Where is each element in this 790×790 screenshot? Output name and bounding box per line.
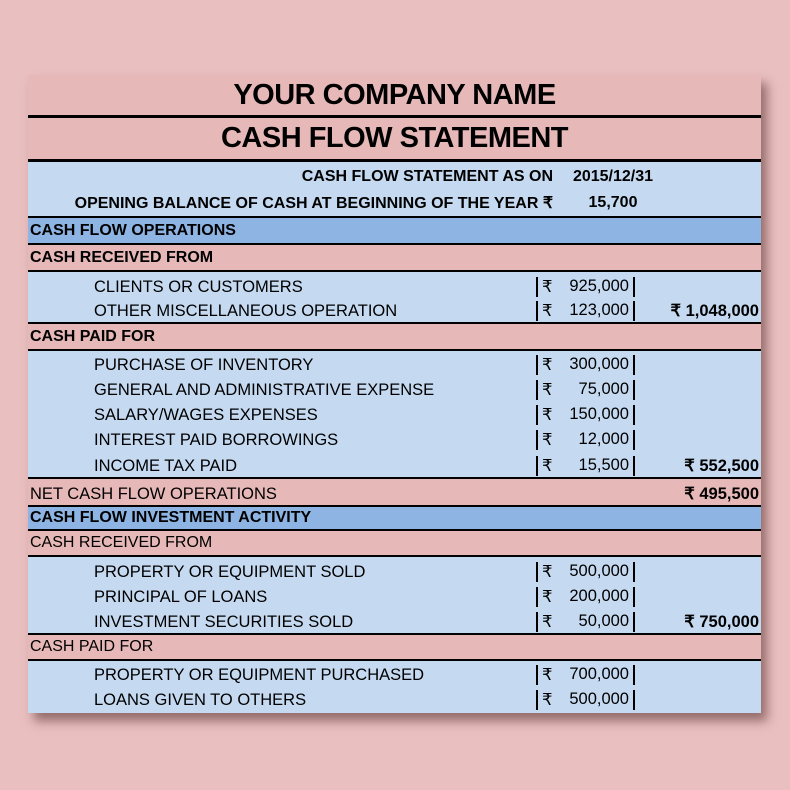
item-label: INTEREST PAID BORROWINGS	[94, 431, 339, 449]
table-row	[28, 583, 761, 608]
rupee-icon: ₹	[542, 691, 553, 709]
rupee-icon: ₹	[542, 588, 553, 606]
ops-received-header: CASH RECEIVED FROM	[28, 245, 761, 272]
item-amount[interactable]: 50,000	[578, 612, 629, 630]
opening-balance-value[interactable]: 15,700	[588, 194, 638, 211]
table-row	[28, 376, 761, 401]
as-on-label: CASH FLOW STATEMENT AS ON	[301, 168, 553, 185]
item-label: PROPERTY OR EQUIPMENT PURCHASED	[94, 666, 425, 684]
item-amount[interactable]: 500,000	[569, 562, 629, 580]
section-investment: CASH FLOW INVESTMENT ACTIVITY	[28, 505, 761, 531]
rupee-icon: ₹	[542, 381, 553, 399]
item-label: PURCHASE OF INVENTORY	[94, 356, 314, 374]
table-row	[28, 451, 761, 479]
rupee-icon: ₹	[542, 563, 553, 581]
item-label: OTHER MISCELLANEOUS OPERATION	[94, 302, 398, 320]
table-row	[28, 426, 761, 451]
item-amount[interactable]: 123,000	[569, 301, 629, 319]
item-amount[interactable]: 700,000	[569, 665, 629, 683]
item-label: INVESTMENT SECURITIES SOLD	[94, 613, 354, 631]
statement-title: CASH FLOW STATEMENT	[28, 118, 761, 162]
item-amount[interactable]: 15,500	[578, 456, 629, 474]
net-cash-flow-total[interactable]: ₹ 495,500	[684, 485, 759, 503]
table-row	[28, 298, 761, 324]
rupee-icon: ₹	[542, 356, 553, 374]
inv-received-header: CASH RECEIVED FROM	[28, 531, 761, 557]
net-cash-flow-label: NET CASH FLOW OPERATIONS	[30, 485, 277, 503]
rupee-icon: ₹	[542, 406, 553, 424]
table-row	[28, 272, 761, 298]
item-label: INCOME TAX PAID	[94, 457, 238, 475]
ops-received-total[interactable]: ₹ 1,048,000	[670, 302, 759, 320]
item-label: SALARY/WAGES EXPENSES	[94, 406, 318, 424]
rupee-icon: ₹	[542, 613, 553, 631]
rupee-icon: ₹	[542, 666, 553, 684]
cash-flow-sheet	[28, 75, 761, 713]
opening-balance-row	[28, 190, 761, 218]
inv-received-total[interactable]: ₹ 750,000	[684, 613, 759, 631]
item-label: PRINCIPAL OF LOANS	[94, 588, 268, 606]
ops-paid-total[interactable]: ₹ 552,500	[684, 457, 759, 475]
item-amount[interactable]: 300,000	[569, 355, 629, 373]
net-cash-flow-row	[28, 479, 761, 505]
rupee-icon: ₹	[542, 431, 553, 449]
item-amount[interactable]: 500,000	[569, 690, 629, 708]
inv-paid-header: CASH PAID FOR	[28, 635, 761, 661]
rupee-icon: ₹	[542, 457, 553, 475]
table-row	[28, 557, 761, 583]
table-row	[28, 401, 761, 426]
item-label: PROPERTY OR EQUIPMENT SOLD	[94, 563, 366, 581]
rupee-icon: ₹	[542, 278, 553, 296]
section-operations: CASH FLOW OPERATIONS	[28, 218, 761, 245]
item-amount[interactable]: 12,000	[578, 430, 629, 448]
table-row	[28, 608, 761, 635]
item-amount[interactable]: 150,000	[569, 405, 629, 423]
table-row	[28, 351, 761, 376]
company-name: YOUR COMPANY NAME	[28, 75, 761, 118]
as-on-date[interactable]: 2015/12/31	[572, 168, 654, 185]
item-label: GENERAL AND ADMINISTRATIVE EXPENSE	[94, 381, 435, 399]
item-amount[interactable]: 200,000	[569, 587, 629, 605]
item-label: LOANS GIVEN TO OTHERS	[94, 691, 307, 709]
as-on-row	[28, 162, 761, 190]
opening-balance-label: OPENING BALANCE OF CASH AT BEGINNING OF THE YEAR ₹	[74, 195, 553, 212]
ops-paid-header: CASH PAID FOR	[28, 324, 761, 351]
rupee-icon: ₹	[542, 302, 553, 320]
table-row	[28, 661, 761, 686]
item-label: CLIENTS OR CUSTOMERS	[94, 278, 303, 296]
item-amount[interactable]: 925,000	[569, 277, 629, 295]
item-amount[interactable]: 75,000	[578, 380, 629, 398]
table-row	[28, 686, 761, 713]
